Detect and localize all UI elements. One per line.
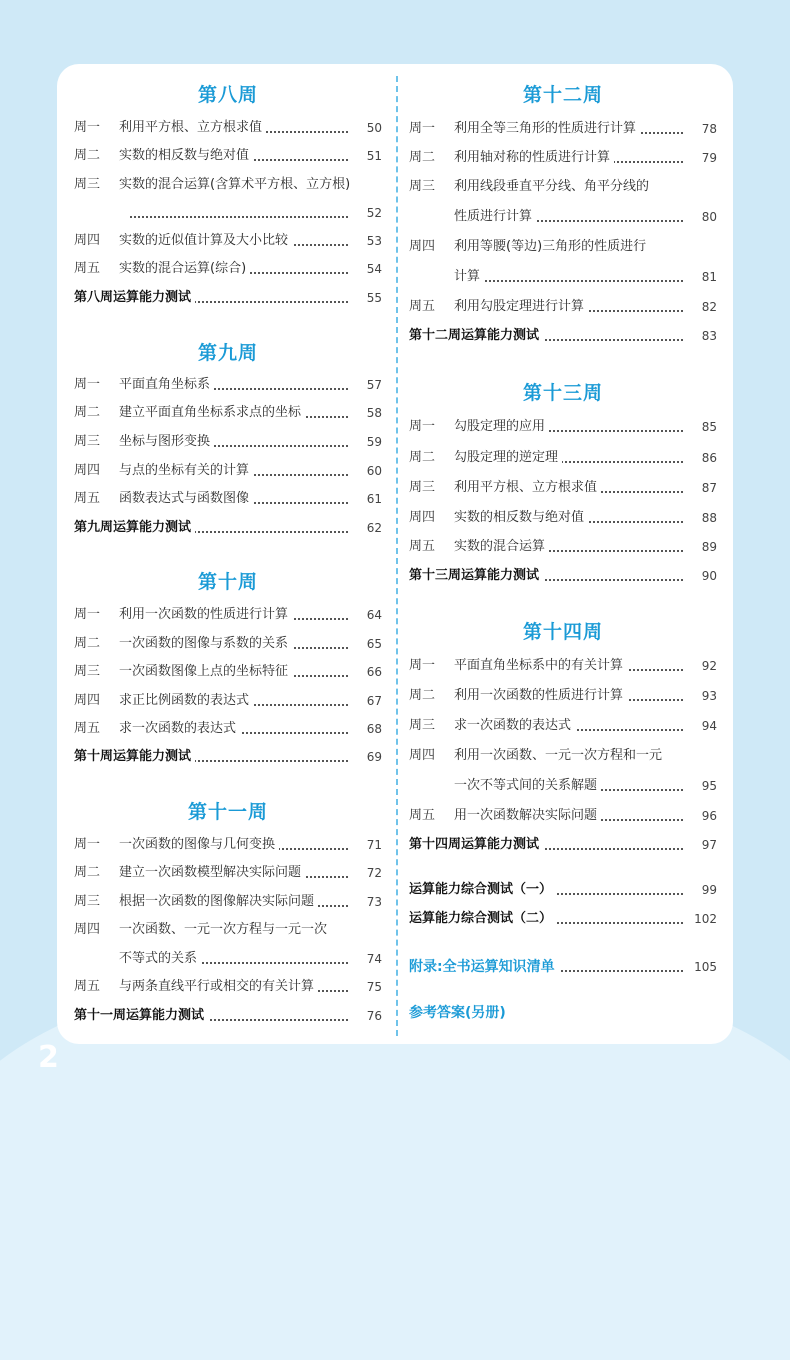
toc-day: 周五 <box>409 539 436 554</box>
toc-page: 89 <box>701 540 717 554</box>
section-title-week8: 第八周 <box>197 84 258 106</box>
toc-page: 54 <box>366 262 382 276</box>
toc-title: 勾股定理的逆定理 <box>454 447 562 469</box>
toc-page: 66 <box>366 665 382 679</box>
toc-day: 周五 <box>74 491 101 506</box>
toc-page: 96 <box>701 809 717 823</box>
column-divider <box>396 76 398 1036</box>
toc-day: 周二 <box>74 636 101 651</box>
toc-entry[interactable] <box>74 976 382 998</box>
toc-day: 周三 <box>74 434 101 449</box>
toc-page: 105 <box>694 960 717 974</box>
toc-title: 与两条直线平行或相交的有关计算 <box>119 976 318 998</box>
toc-page: 86 <box>701 451 717 465</box>
toc-entry[interactable] <box>409 176 717 198</box>
toc-test-title: 第十周运算能力测试 <box>74 746 195 768</box>
toc-title: 建立一次函数模型解决实际问题 <box>119 862 305 884</box>
toc-page: 61 <box>366 492 382 506</box>
toc-day: 周三 <box>409 718 436 733</box>
toc-day: 周四 <box>409 748 436 763</box>
page-number: 2 <box>38 1040 59 1075</box>
toc-title: 实数的相反数与绝对值 <box>119 145 253 167</box>
toc-day: 周四 <box>74 233 101 248</box>
toc-page: 74 <box>366 952 382 966</box>
toc-page: 82 <box>701 300 717 314</box>
toc-test-entry[interactable] <box>409 565 717 587</box>
toc-day: 周二 <box>409 450 436 465</box>
toc-page: 85 <box>701 420 717 434</box>
toc-entry[interactable] <box>409 715 717 737</box>
toc-entry-continued[interactable] <box>409 266 717 288</box>
toc-entry[interactable] <box>409 296 717 318</box>
toc-page: 80 <box>701 210 717 224</box>
toc-page: 87 <box>701 481 717 495</box>
toc-day: 周一 <box>409 419 436 434</box>
toc-page: 69 <box>366 750 382 764</box>
toc-day: 周二 <box>409 688 436 703</box>
toc-entry-continued[interactable] <box>74 948 382 970</box>
section-title-week13: 第十三周 <box>522 382 603 404</box>
toc-title: 一次函数、一元一次方程与一元一次 <box>119 919 331 941</box>
toc-page: 88 <box>701 511 717 525</box>
toc-title: 勾股定理的应用 <box>454 416 549 438</box>
toc-page: 99 <box>701 883 717 897</box>
toc-entry[interactable] <box>409 685 717 707</box>
toc-title: 实数的近似值计算及大小比较 <box>119 230 292 252</box>
toc-day: 周四 <box>409 510 436 525</box>
toc-title: 一次函数图像上点的坐标特征 <box>119 661 292 683</box>
toc-page: 57 <box>366 378 382 392</box>
toc-test-entry[interactable] <box>74 746 382 768</box>
toc-title: 利用等腰(等边)三角形的性质进行 <box>454 236 650 258</box>
toc-page: 52 <box>366 206 382 220</box>
section-title-week10: 第十周 <box>197 571 258 593</box>
toc-title-continued: 性质进行计算 <box>454 206 536 228</box>
toc-comprehensive-test-2[interactable] <box>409 908 717 930</box>
toc-entry[interactable] <box>409 236 717 258</box>
toc-day: 周三 <box>74 894 101 909</box>
toc-entry[interactable] <box>409 447 717 469</box>
toc-page: 73 <box>366 895 382 909</box>
toc-page: 53 <box>366 234 382 248</box>
toc-title: 利用平方根、立方根求值 <box>454 477 601 499</box>
toc-day: 周一 <box>409 658 436 673</box>
toc-entry[interactable] <box>74 633 382 655</box>
toc-entry[interactable] <box>409 805 717 827</box>
toc-test-entry[interactable] <box>409 325 717 347</box>
toc-day: 周一 <box>74 377 101 392</box>
toc-page: 51 <box>366 149 382 163</box>
toc-page: 83 <box>701 329 717 343</box>
toc-day: 周五 <box>74 979 101 994</box>
toc-day: 周二 <box>74 405 101 420</box>
toc-page: 65 <box>366 637 382 651</box>
toc-page: 68 <box>366 722 382 736</box>
toc-title: 求正比例函数的表达式 <box>119 690 253 712</box>
toc-title: 平面直角坐标系中的有关计算 <box>454 655 627 677</box>
section-title-week9: 第九周 <box>197 342 258 364</box>
toc-title: 一次函数的图像与几何变换 <box>119 834 279 856</box>
toc-day: 周二 <box>409 150 436 165</box>
toc-test-title: 第十二周运算能力测试 <box>409 325 543 347</box>
toc-title: 实数的混合运算(综合) <box>119 258 250 280</box>
toc-day: 周五 <box>409 299 436 314</box>
toc-title: 利用全等三角形的性质进行计算 <box>454 118 640 140</box>
toc-test-title: 运算能力综合测试（一） <box>409 879 556 901</box>
toc-page: 76 <box>366 1009 382 1023</box>
toc-day: 周一 <box>409 121 436 136</box>
toc-answers-title: 参考答案(另册) <box>409 1002 510 1024</box>
toc-title-continued: 计算 <box>454 266 484 288</box>
toc-entry[interactable] <box>74 690 382 712</box>
toc-entry[interactable] <box>74 230 382 252</box>
toc-day: 周三 <box>409 480 436 495</box>
toc-entry[interactable] <box>74 919 382 941</box>
toc-entry[interactable] <box>74 718 382 740</box>
toc-entry[interactable] <box>409 477 717 499</box>
toc-entry[interactable] <box>74 661 382 683</box>
toc-title: 利用轴对称的性质进行计算 <box>454 147 614 169</box>
section-title-week14: 第十四周 <box>522 621 603 643</box>
toc-day: 周一 <box>74 837 101 852</box>
leader-dots <box>454 280 683 282</box>
toc-page: 93 <box>701 689 717 703</box>
toc-entry[interactable] <box>74 431 382 453</box>
toc-page: 78 <box>701 122 717 136</box>
toc-title: 求一次函数的表达式 <box>119 718 240 740</box>
toc-title: 根据一次函数的图像解决实际问题 <box>119 891 318 913</box>
toc-page: 55 <box>366 291 382 305</box>
toc-page: 94 <box>701 719 717 733</box>
toc-title: 建立平面直角坐标系求点的坐标 <box>119 402 305 424</box>
toc-test-entry[interactable] <box>74 517 382 539</box>
toc-page: 50 <box>366 121 382 135</box>
toc-appendix[interactable] <box>409 956 717 978</box>
toc-page: 58 <box>366 406 382 420</box>
toc-page: 92 <box>701 659 717 673</box>
toc-day: 周五 <box>74 261 101 276</box>
toc-title: 利用线段垂直平分线、角平分线的 <box>454 176 653 198</box>
toc-day: 周四 <box>74 693 101 708</box>
toc-page: 102 <box>694 912 717 926</box>
toc-day: 周三 <box>409 179 436 194</box>
toc-day: 周一 <box>74 607 101 622</box>
toc-title: 求一次函数的表达式 <box>454 715 575 737</box>
toc-answers[interactable] <box>409 1002 717 1024</box>
toc-entry[interactable] <box>74 174 382 196</box>
toc-test-entry[interactable] <box>74 287 382 309</box>
toc-entry[interactable] <box>74 258 382 280</box>
toc-test-entry[interactable] <box>74 1005 382 1027</box>
toc-page: 71 <box>366 838 382 852</box>
toc-entry[interactable] <box>74 862 382 884</box>
toc-entry[interactable] <box>409 536 717 558</box>
toc-entry[interactable] <box>74 891 382 913</box>
toc-entry[interactable] <box>74 834 382 856</box>
toc-day: 周五 <box>409 808 436 823</box>
toc-test-title: 第八周运算能力测试 <box>74 287 195 309</box>
toc-page: 72 <box>366 866 382 880</box>
toc-entry[interactable] <box>409 507 717 529</box>
section-title-week11: 第十一周 <box>187 801 268 823</box>
toc-entry[interactable] <box>74 117 382 139</box>
toc-entry[interactable] <box>74 402 382 424</box>
toc-entry[interactable] <box>409 118 717 140</box>
toc-page: 59 <box>366 435 382 449</box>
leader-dots <box>130 216 348 218</box>
toc-title: 与点的坐标有关的计算 <box>119 460 253 482</box>
toc-day: 周三 <box>74 664 101 679</box>
toc-title: 平面直角坐标系 <box>119 374 214 396</box>
toc-page: 79 <box>701 151 717 165</box>
toc-title-continued: 一次不等式间的关系解题 <box>454 775 601 797</box>
toc-title: 利用一次函数、一元一次方程和一元 <box>454 745 666 767</box>
toc-test-title: 第十一周运算能力测试 <box>74 1005 208 1027</box>
toc-page: 60 <box>366 464 382 478</box>
toc-page: 81 <box>701 270 717 284</box>
toc-title: 实数的混合运算(含算术平方根、立方根) <box>119 174 354 196</box>
toc-title: 函数表达式与函数图像 <box>119 488 253 510</box>
toc-title: 实数的混合运算 <box>454 536 549 558</box>
toc-page: 62 <box>366 521 382 535</box>
toc-entry[interactable] <box>409 655 717 677</box>
toc-test-title: 运算能力综合测试（二） <box>409 908 556 930</box>
toc-entry-continued[interactable] <box>409 775 717 797</box>
toc-entry[interactable] <box>409 416 717 438</box>
toc-entry[interactable] <box>74 374 382 396</box>
toc-page: 95 <box>701 779 717 793</box>
toc-day: 周四 <box>74 463 101 478</box>
toc-page: 97 <box>701 838 717 852</box>
toc-page: 67 <box>366 694 382 708</box>
toc-entry-continued[interactable] <box>409 206 717 228</box>
toc-day: 周三 <box>74 177 101 192</box>
toc-title: 利用平方根、立方根求值 <box>119 117 266 139</box>
toc-test-title: 第九周运算能力测试 <box>74 517 195 539</box>
toc-entry[interactable] <box>74 604 382 626</box>
toc-entry[interactable] <box>74 145 382 167</box>
toc-entry-continued[interactable] <box>74 202 382 224</box>
toc-page: 90 <box>701 569 717 583</box>
toc-day: 周二 <box>74 148 101 163</box>
toc-day: 周五 <box>74 721 101 736</box>
toc-entry[interactable] <box>74 460 382 482</box>
toc-entry[interactable] <box>74 488 382 510</box>
toc-title: 利用勾股定理进行计算 <box>454 296 588 318</box>
toc-comprehensive-test-1[interactable] <box>409 879 717 901</box>
toc-title: 利用一次函数的性质进行计算 <box>119 604 292 626</box>
toc-test-title: 第十四周运算能力测试 <box>409 834 543 856</box>
toc-title: 用一次函数解决实际问题 <box>454 805 601 827</box>
section-title-week12: 第十二周 <box>522 84 603 106</box>
toc-title: 一次函数的图像与系数的关系 <box>119 633 292 655</box>
toc-day: 周四 <box>74 922 101 937</box>
toc-page: 75 <box>366 980 382 994</box>
toc-title-continued: 不等式的关系 <box>119 948 201 970</box>
toc-day: 周一 <box>74 120 101 135</box>
toc-title: 利用一次函数的性质进行计算 <box>454 685 627 707</box>
toc-entry[interactable] <box>409 745 717 767</box>
toc-page: 64 <box>366 608 382 622</box>
toc-title: 实数的相反数与绝对值 <box>454 507 588 529</box>
toc-test-title: 第十三周运算能力测试 <box>409 565 543 587</box>
toc-appendix-title: 附录:全书运算知识清单 <box>409 956 559 978</box>
toc-day: 周二 <box>74 865 101 880</box>
toc-test-entry[interactable] <box>409 834 717 856</box>
toc-entry[interactable] <box>409 147 717 169</box>
toc-day: 周四 <box>409 239 436 254</box>
toc-title: 坐标与图形变换 <box>119 431 214 453</box>
